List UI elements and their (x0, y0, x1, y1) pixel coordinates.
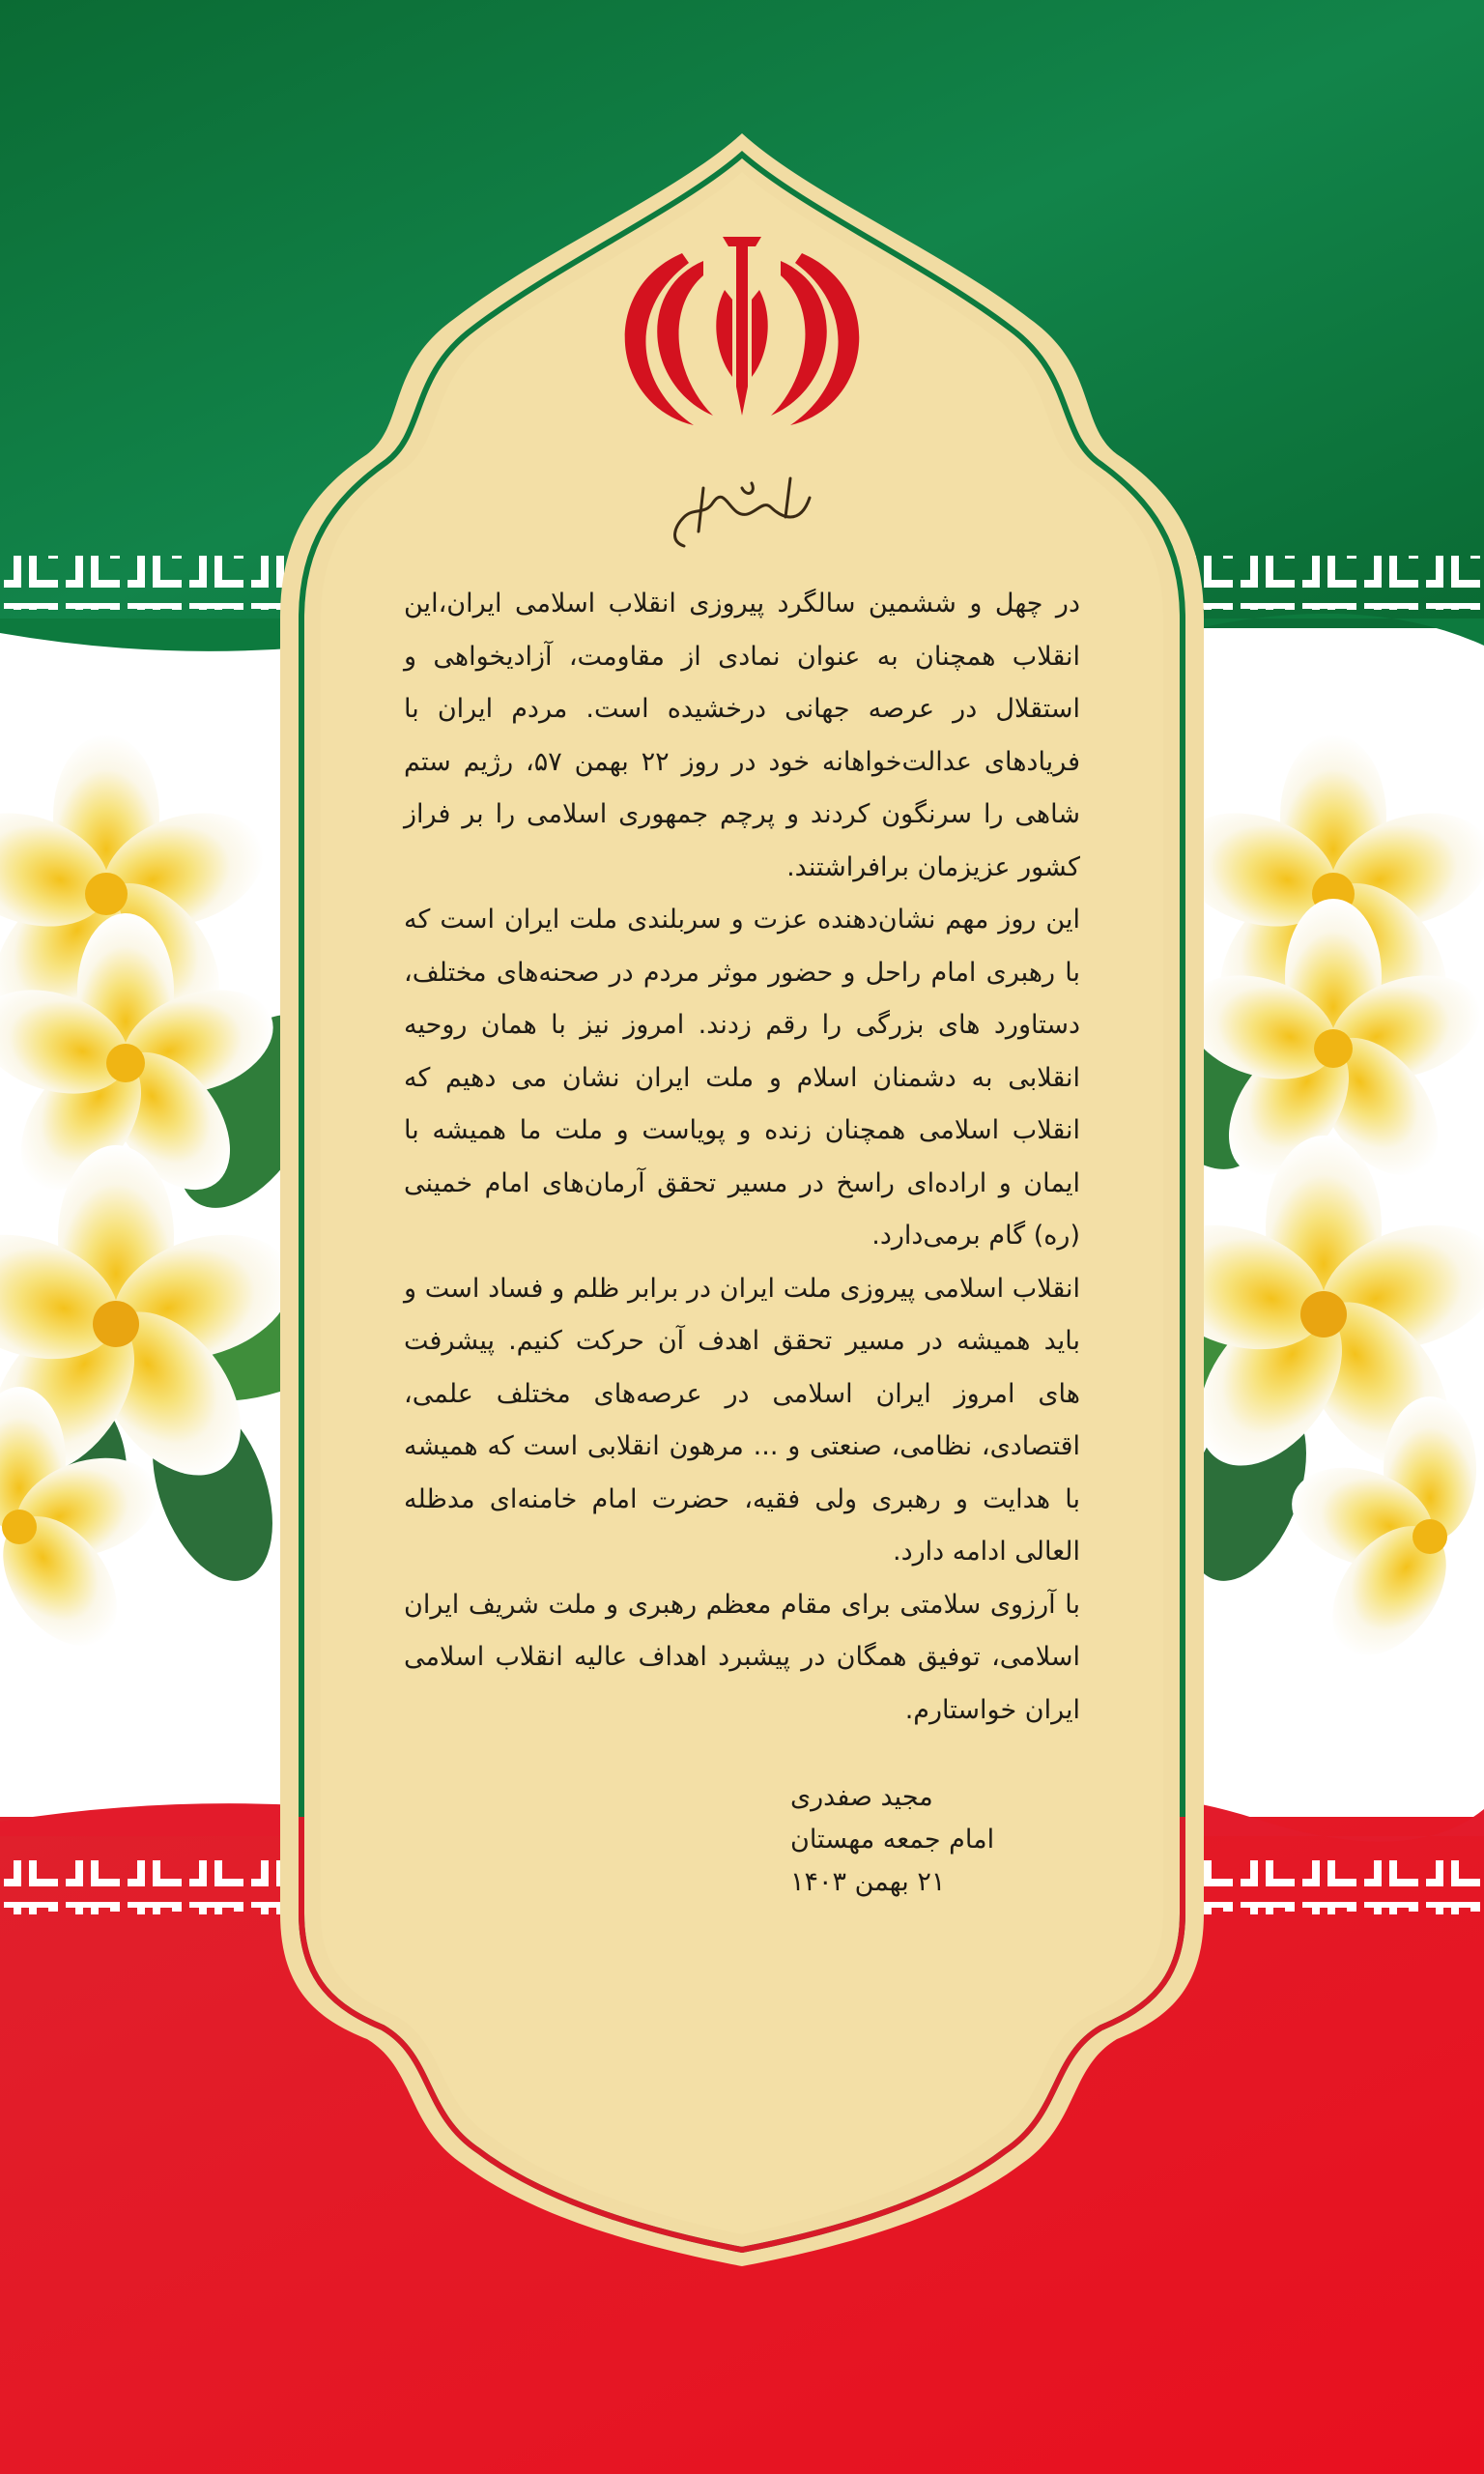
paragraph-1: در چهل و ششمین سالگرد پیروزی انقلاب اسلامی ایران،این انقلاب همچنان به عنوان نمادی از مقاومت، آزادیخواهی و استقلال در عرصه جهانی درخشیده است. مردم ایران با فریادهای عدالت‌خواهانه خود در روز ۲۲ بهمن ۵۷، رژیم ستم شاهی را سرنگون کردند و پرچم جمهوری اسلامی را بر فراز کشور عزیزمان برافراشتند. (404, 589, 1081, 882)
basmala-calligraphy (645, 459, 839, 556)
signature-date: ۲۱ بهمن ۱۴۰۳ (790, 1867, 946, 1897)
paragraph-2: این روز مهم نشان‌دهنده عزت و سربلندی ملت ایران است که با رهبری امام راحل و حضور موثر مردم در صحنه‌های مختلف، دستاورد های بزرگی را رقم زدند. امروز نیز با همان روحیه انقلابی به دشمنان اسلام و ملت ایران نشان می دهیم که انقلاب اسلامی همچنان زنده و پویاست و ملت ما همیشه با ایمان و اراده‌ای راسخ در مسیر تحقق آرمان‌های امام خمینی (ره) گام برمی‌دارد. (404, 905, 1080, 1251)
kufic-strip-top-right (1188, 556, 1484, 610)
paragraph-4: با آرزوی سلامتی برای مقام معظم رهبری و ملت شریف ایران اسلامی، توفیق همگان در پیشبرد اهداف عالیه انقلاب اسلامی ایران خواستارم. (404, 1589, 1080, 1725)
signature-name: مجید صفدری (790, 1782, 933, 1812)
paragraph-3: انقلاب اسلامی پیروزی ملت ایران در برابر ظلم و فساد است و باید همیشه در مسیر تحقق اهدف آن حرکت کنیم. پیشرفت های امروز ایران اسلامی در عرصه‌های مختلف علمی، اقتصادی، نظامی، صنعتی و ... مرهون انقلابی است که همیشه با هدایت و رهبری ولی فقیه، حضرت امام خامنه‌ای مدظله العالی ادامه دارد. (404, 1273, 1080, 1567)
kufic-strip-bottom-left (0, 1860, 290, 1914)
kufic-strip-top-left (0, 556, 290, 610)
signature-block (790, 1776, 1080, 1904)
signature-title: امام جمعه مهستان (790, 1825, 995, 1855)
kufic-strip-bottom-right (1188, 1860, 1484, 1914)
letter-body (404, 578, 1080, 1931)
